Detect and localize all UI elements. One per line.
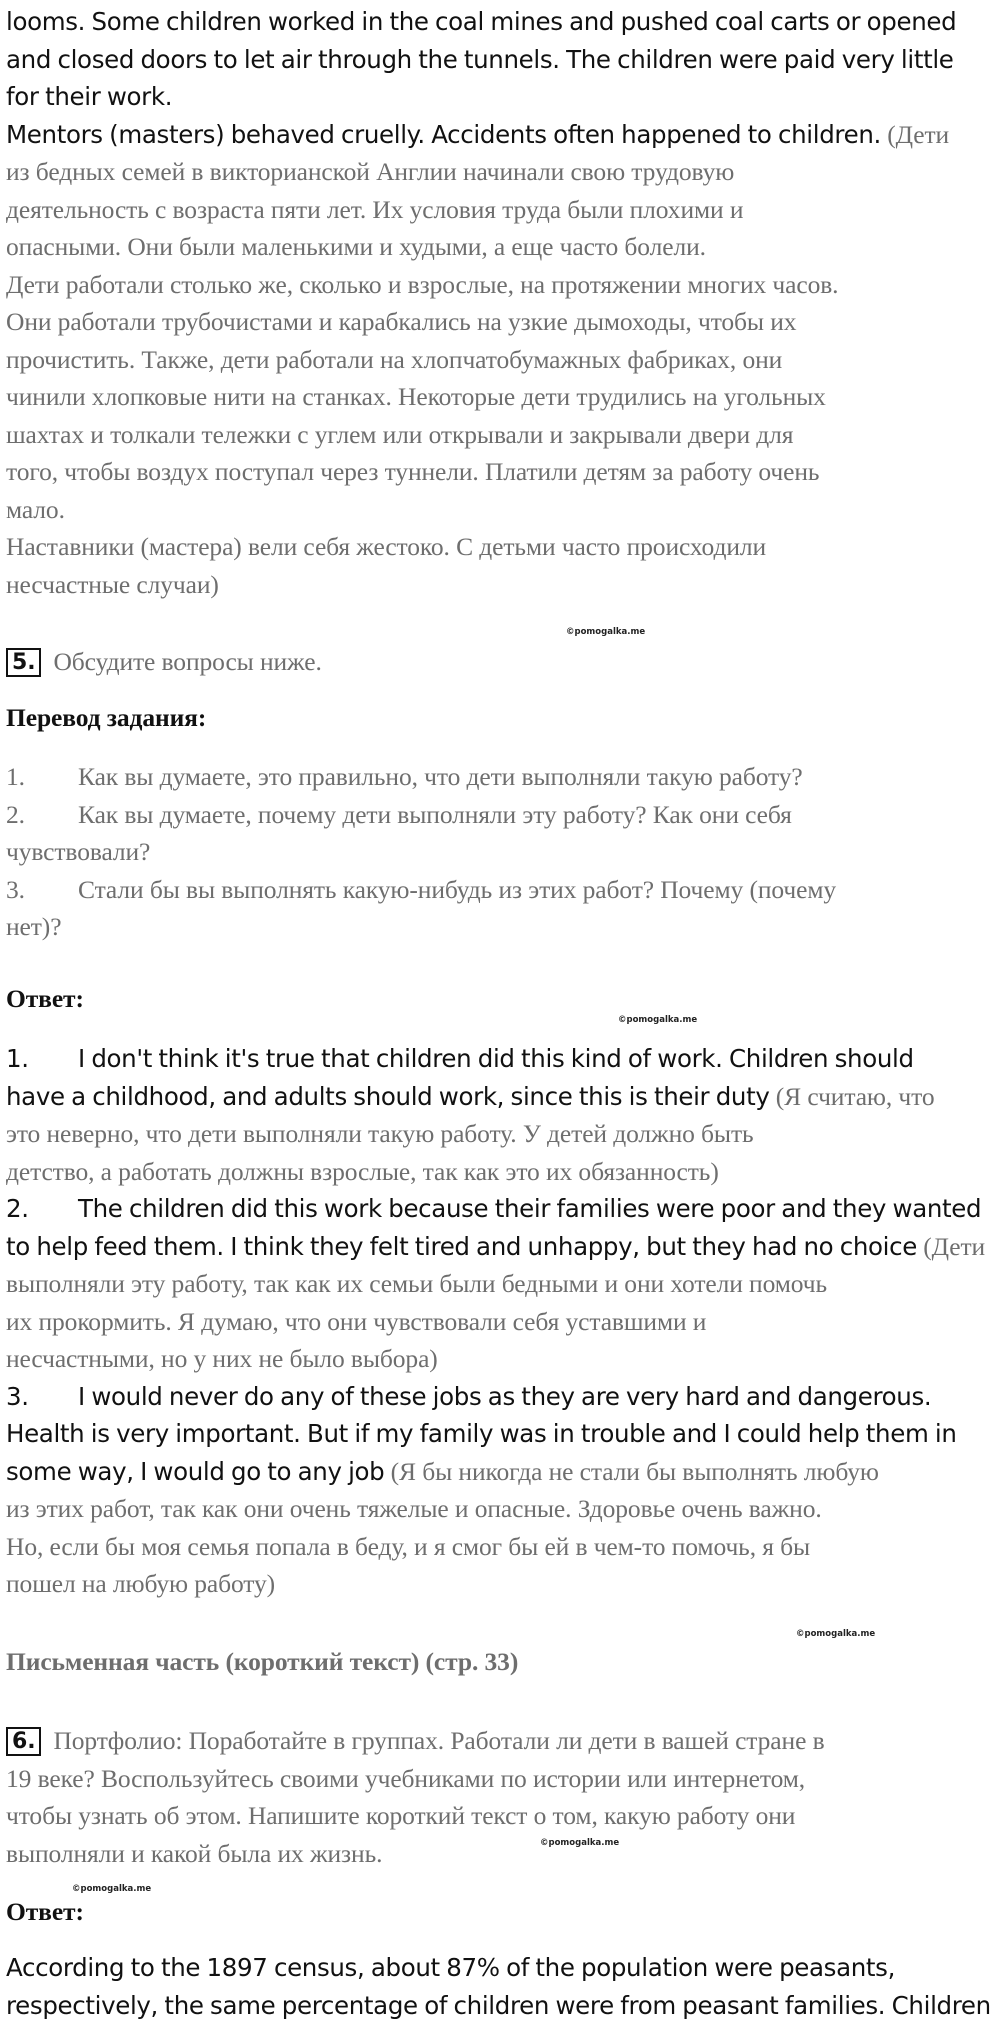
intro-russian: [6, 153, 838, 603]
text-line: мало.: [6, 491, 838, 529]
translation-heading: Перевод задания:: [6, 699, 206, 737]
answer-heading-5: Ответ:: [6, 980, 84, 1018]
task-5-instruction: Обсудите вопросы ниже.: [53, 647, 321, 676]
answer-heading-6: Ответ:: [6, 1893, 84, 1931]
answer-item: 3. I would never do any of these jobs as they are very hard and dangerous.: [6, 1378, 985, 1416]
answer-item: 2. The children did this work because their families were poor and they wanted: [6, 1190, 985, 1228]
watermark: ©pomogalka.me: [72, 1884, 151, 1894]
question-item: 3. Стали бы вы выполнять какую-нибудь из этих работ? Почему (почему: [6, 871, 836, 909]
text-line: looms. Some children worked in the coal mines and pushed coal carts or opened: [6, 3, 956, 41]
text-line: несчастные случаи): [6, 566, 838, 604]
task-6-answer: [6, 1949, 991, 2024]
watermark: ©pomogalka.me: [540, 1838, 619, 1848]
text-line: из бедных семей в викторианской Англии начинали свою трудовую: [6, 153, 838, 191]
text-line: According to the 1897 census, about 87% of the population were peasants,: [6, 1949, 991, 1987]
watermark: ©pomogalka.me: [618, 1015, 697, 1025]
text-line: [6, 116, 956, 154]
text-line: деятельность с возраста пяти лет. Их условия труда были плохими и: [6, 191, 838, 229]
task-5-questions: 1. Как вы думаете, это правильно, что дети выполняли такую работу? 2. Как вы думаете, почему дети выполняли эту работу? Как они себя чувствовали? 3. Стали бы вы выполнять какую-нибудь из этих работ? Почему (почему нет)?: [6, 758, 836, 946]
mentors-russian-start: (Дети: [881, 120, 949, 149]
text-line: and closed doors to let air through the tunnels. The children were paid very little: [6, 41, 956, 79]
text-line: Дети работали столько же, сколько и взрослые, на протяжении многих часов.: [6, 266, 838, 304]
mentors-english: Mentors (masters) behaved cruelly. Accidents often happened to children.: [6, 120, 881, 149]
text-line: Они работали трубочистами и карабкались на узкие дымоходы, чтобы их: [6, 303, 838, 341]
question-item: 2. Как вы думаете, почему дети выполняли эту работу? Как они себя: [6, 796, 836, 834]
watermark: ©pomogalka.me: [796, 1629, 875, 1639]
watermark: ©pomogalka.me: [566, 627, 645, 637]
text-line: Наставники (мастера) вели себя жестоко. С детьми часто происходили: [6, 528, 838, 566]
task-5-answers: 1. I don't think it's true that children did this kind of work. Children should have a childhood, and adults should work, since this is their duty (Я считаю, что это неверно, что дети выполняли такую работу. У детей должно быть детство, а работать должны взрослые, так как это их обязанность) 2. The children did this work because their families were poor and they wanted to help feed them. I think they felt tired and unhappy, but they had no choice (Дети выполняли эту работу, так как их семьи были бедными и они хотели помочь их прокормить. Я думаю, что они чувствовали себя уставшими и несчастными, но у них не было выбора) 3. I would never do any of these jobs as they are very hard and dangerous. Health is very important. But if my family was in trouble and I could help them in some way, I would go to any job (Я бы никогда не стали бы выполнять любую из этих работ, так как они очень тяжелые и опасные. Здоровье очень важно. Но, если бы моя семья попала в беду, и я смог бы ей в чем-то помочь, я бы пошел на любую работу): [6, 1040, 985, 1603]
task-number-6: 6.: [6, 1727, 41, 1756]
text-line: respectively, the same percentage of children were from peasant families. Children: [6, 1987, 991, 2024]
text-line: шахтах и толкали тележки с углем или открывали и закрывали двери для: [6, 416, 838, 454]
task-5-header: [6, 643, 322, 681]
text-line: опасными. Они были маленькими и худыми, а еще часто болели.: [6, 228, 838, 266]
text-line: чинили хлопковые нити на станках. Некоторые дети трудились на угольных: [6, 378, 838, 416]
intro-english: [6, 3, 956, 153]
text-line: for their work.: [6, 78, 956, 116]
written-part-heading: Письменная часть (короткий текст) (стр. 33): [6, 1643, 518, 1681]
answer-item: 1. I don't think it's true that children did this kind of work. Children should: [6, 1040, 985, 1078]
question-item: 1. Как вы думаете, это правильно, что дети выполняли такую работу?: [6, 758, 836, 796]
task-number-5: 5.: [6, 648, 41, 677]
text-line: прочистить. Также, дети работали на хлопчатобумажных фабриках, они: [6, 341, 838, 379]
task-6: 6. Портфолио: Поработайте в группах. Работали ли дети в вашей стране в 19 веке? Воспользуйтесь своими учебниками по истории или интернетом, чтобы узнать об этом. Напишите короткий текст о том, какую работу они выполняли и какой была их жизнь.: [6, 1722, 825, 1872]
text-line: того, чтобы воздух поступал через туннели. Платили детям за работу очень: [6, 453, 838, 491]
